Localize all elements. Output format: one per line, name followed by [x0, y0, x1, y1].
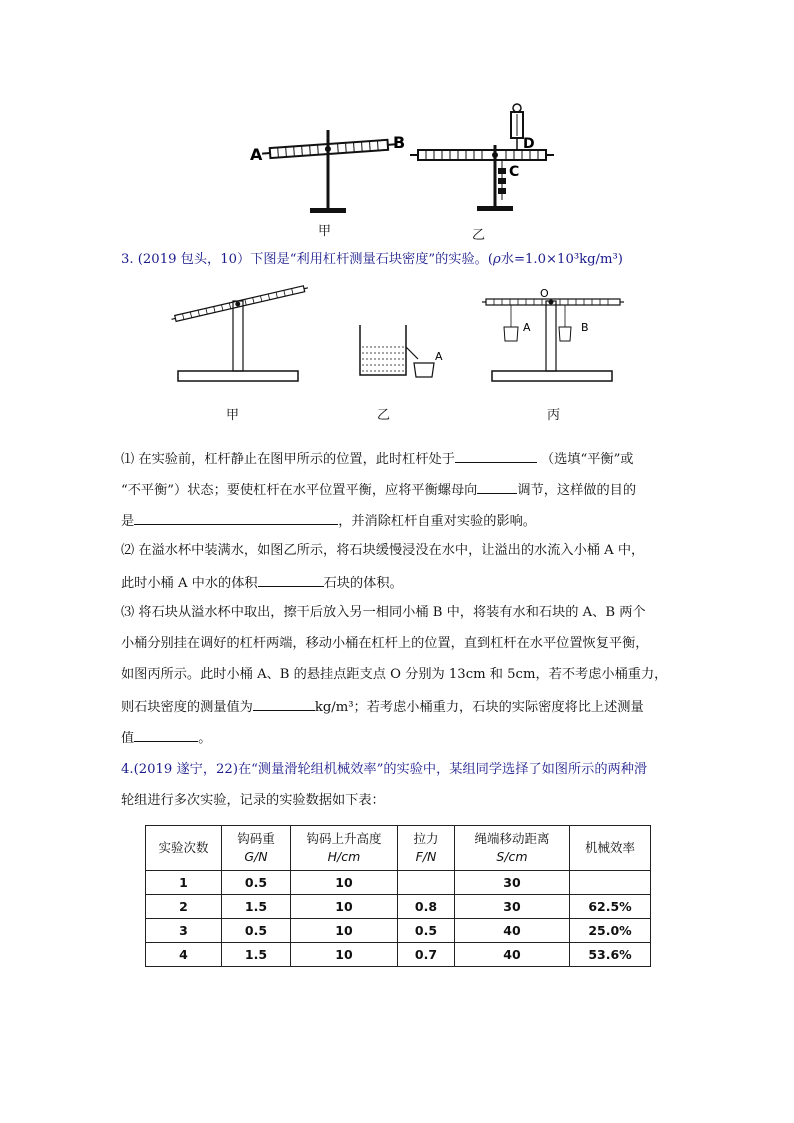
q3-label-b: B	[581, 321, 589, 334]
q3-caption-jia: 甲	[226, 408, 240, 423]
q3-label-o: O	[540, 287, 549, 300]
q3-overflow-cup	[360, 325, 434, 377]
q3-p3-line1: ⑶ 将石块从溢水杯中取出，擦干后放入另一相同小桶 B 中，将装有水和石块的 A、B 两个	[121, 605, 646, 620]
q3-p3-line3: 如图丙所示。此时小桶 A、B 的悬挂点距支点 O 分别为 13cm 和 5cm，若不考虑小桶重力，	[121, 667, 668, 682]
q3-p1-line2: “不平衡”）状态；要使杠杆在水平位置平衡，应将平衡螺母向 调节，这样做的目的	[121, 479, 636, 501]
q3-p2-line1: ⑵ 在溢水杯中装满水，如图乙所示，将石块缓慢浸没在水中，让溢出的水流入小桶 A 中，	[121, 543, 645, 558]
q3-lever-jia	[171, 285, 309, 381]
header-weight: 钩码重 G/N	[222, 826, 291, 871]
q3-figure	[170, 283, 630, 388]
header-distance: 绳端移动距离 S/cm	[455, 826, 570, 871]
answer-blank-5[interactable]	[253, 696, 315, 711]
pulley-data-table	[145, 825, 651, 967]
top-caption-jia: 甲	[318, 224, 332, 239]
label-c: C	[509, 164, 520, 180]
header-force: 拉力 F/N	[398, 826, 455, 871]
q3-p2-line2: 此时小桶 A 中水的体积 石块的体积。	[121, 572, 403, 594]
table-row: 3 0.5 10 0.5 40 25.0%	[146, 919, 651, 943]
table-row: 1 0.5 10 30	[146, 871, 651, 895]
label-b: B	[393, 133, 406, 152]
answer-blank-4[interactable]	[258, 572, 324, 587]
answer-blank-2[interactable]	[477, 479, 517, 494]
lever-yi	[410, 104, 554, 211]
q3-lever-bing	[482, 299, 624, 381]
q3-caption-bing: 丙	[547, 408, 561, 423]
top-caption-yi: 乙	[472, 228, 486, 243]
answer-blank-3[interactable]	[134, 510, 338, 525]
q4-line2: 轮组进行多次实验，记录的实验数据如下表：	[121, 793, 385, 808]
q3-p3-line4: 则石块密度的测量值为 kg/m³；若考虑小桶重力，石块的实际密度将比上述测量	[121, 696, 644, 718]
table-header-row	[146, 826, 651, 871]
q3-label-a-cup: A	[435, 350, 443, 363]
table-row: 2 1.5 10 0.8 30 62.5%	[146, 895, 651, 919]
q3-p1-line1: ⑴ 在实验前，杠杆静止在图甲所示的位置，此时杠杆处于 （选填“平衡”或	[121, 448, 634, 470]
label-d: D	[523, 136, 535, 152]
label-a: A	[250, 145, 263, 164]
q3-header: 3. (2019 包头，10）下图是“利用杠杆测量石块密度”的实验。(ρ水=1.0×10³kg/m³)	[121, 252, 623, 267]
header-trial: 实验次数	[146, 826, 222, 871]
answer-blank-1[interactable]	[455, 448, 537, 463]
q3-p1-line3: 是 ，并消除杠杆自重对实验的影响。	[121, 510, 536, 532]
q3-p3-line5: 值 。	[121, 727, 211, 749]
table-row: 4 1.5 10 0.7 40 53.6%	[146, 943, 651, 967]
top-lever-figure	[240, 100, 560, 240]
q4-header: 4.(2019 遂宁，22)在“测量滑轮组机械效率”的实验中，某组同学选择了如图所示的两种滑	[121, 762, 648, 777]
q3-label-a: A	[523, 321, 531, 334]
q3-caption-yi: 乙	[377, 408, 391, 423]
header-height: 钩码上升高度 H/cm	[291, 826, 398, 871]
answer-blank-6[interactable]	[134, 727, 198, 742]
q3-p3-line2: 小桶分别挂在调好的杠杆两端，移动小桶在杠杆上的位置，直到杠杆在水平位置恢复平衡，	[121, 636, 649, 651]
header-efficiency: 机械效率	[570, 826, 651, 871]
lever-jia	[262, 130, 396, 213]
